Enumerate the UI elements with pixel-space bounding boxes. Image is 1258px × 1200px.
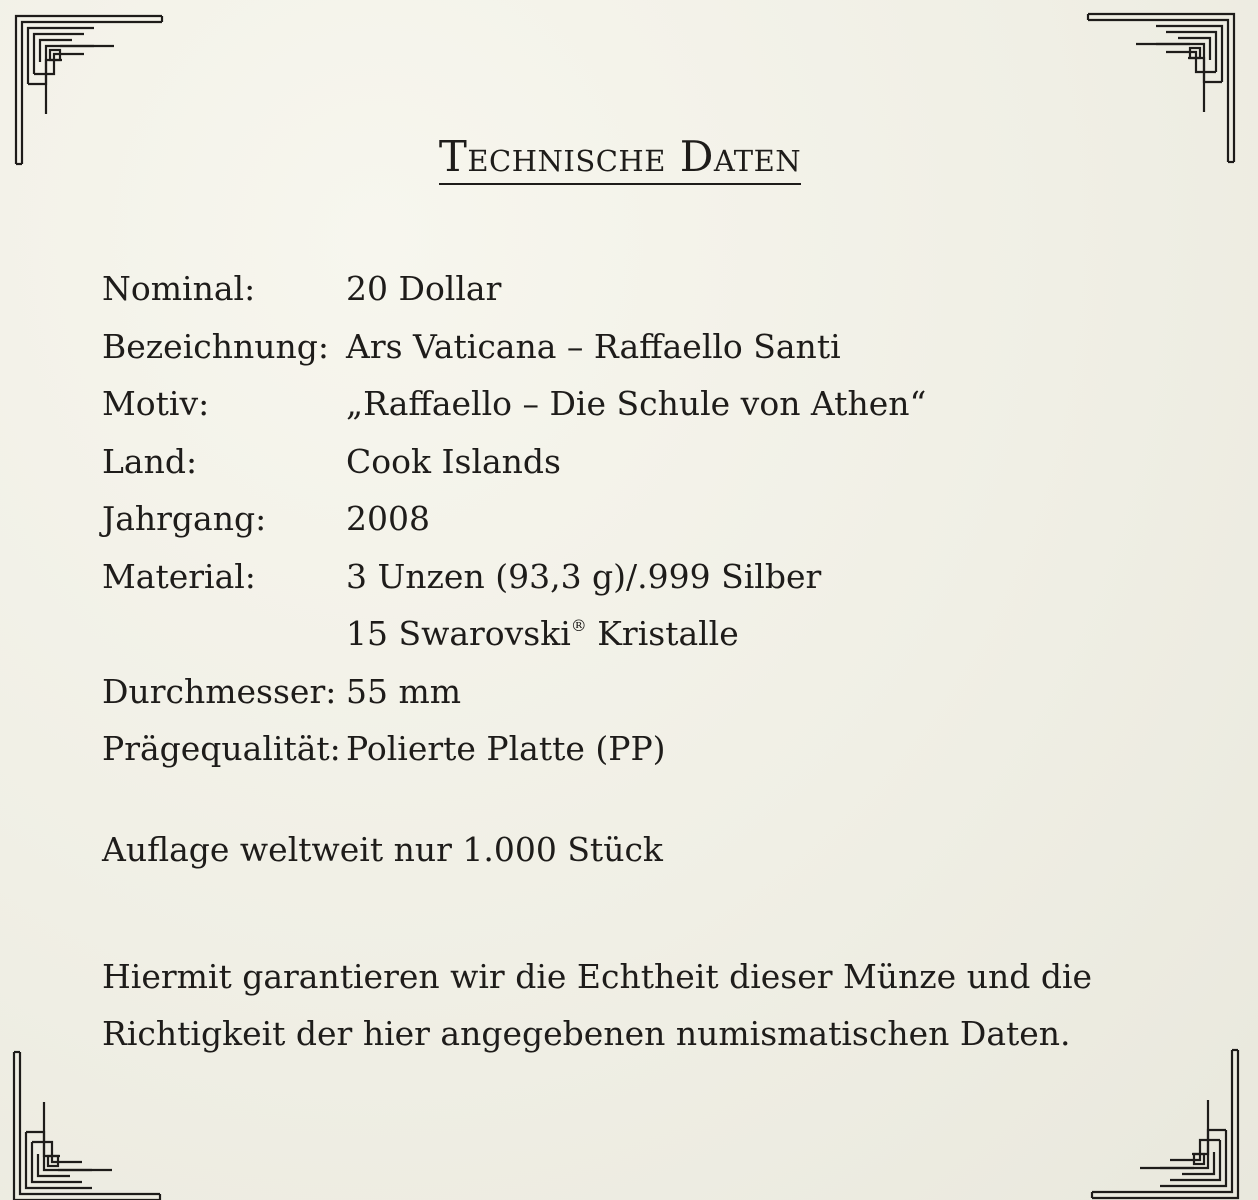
page-title-text: Technische Daten [439,132,801,185]
spec-value: 3 Unzen (93,3 g)/.999 Silber [346,556,822,596]
specs-table [102,260,1122,778]
spec-row-bezeichnung [102,318,1122,376]
spec-value: 20 Dollar [346,269,502,309]
spec-value: 2008 [346,499,430,539]
guarantee-statement: Hiermit garantieren wir die Echtheit dieser Münze und die Richtigkeit der hier angegebenen numismatischen Daten. [102,957,1093,1053]
spec-value-text: 15 Swarovski [346,614,571,654]
spec-value-suffix: Kristalle [586,614,739,654]
spec-row-praegequalitaet [102,720,1122,778]
spec-row-jahrgang [102,490,1122,548]
spec-label: Prägequalität: [102,729,341,769]
spec-value: „Raffaello – Die Schule von Athen“ [346,384,927,424]
spec-label: Jahrgang: [102,499,267,539]
spec-row-material [102,548,1122,606]
spec-label: Material: [102,556,256,596]
spec-row-material-crystals [102,605,1122,663]
spec-value [346,614,1122,653]
spec-label: Land: [102,441,198,481]
spec-value: Cook Islands [346,441,561,481]
spec-label: Nominal: [102,269,256,309]
spec-value: Polierte Platte (PP) [346,729,666,769]
corner-ornament-icon [1080,1040,1240,1200]
spec-value: 55 mm [346,671,462,711]
edition-statement: Auflage weltweit nur 1.000 Stück [102,830,663,869]
registered-mark: ® [570,616,587,636]
spec-label: Durchmesser: [102,671,337,711]
spec-row-motiv [102,375,1122,433]
spec-label: Motiv: [102,384,210,424]
spec-row-nominal [102,260,1122,318]
page-title [0,132,1240,181]
spec-value: Ars Vaticana – Raffaello Santi [346,326,841,366]
spec-row-land [102,433,1122,491]
corner-ornament-icon [12,1042,172,1200]
spec-label: Bezeichnung: [102,326,329,366]
spec-row-durchmesser [102,663,1122,721]
